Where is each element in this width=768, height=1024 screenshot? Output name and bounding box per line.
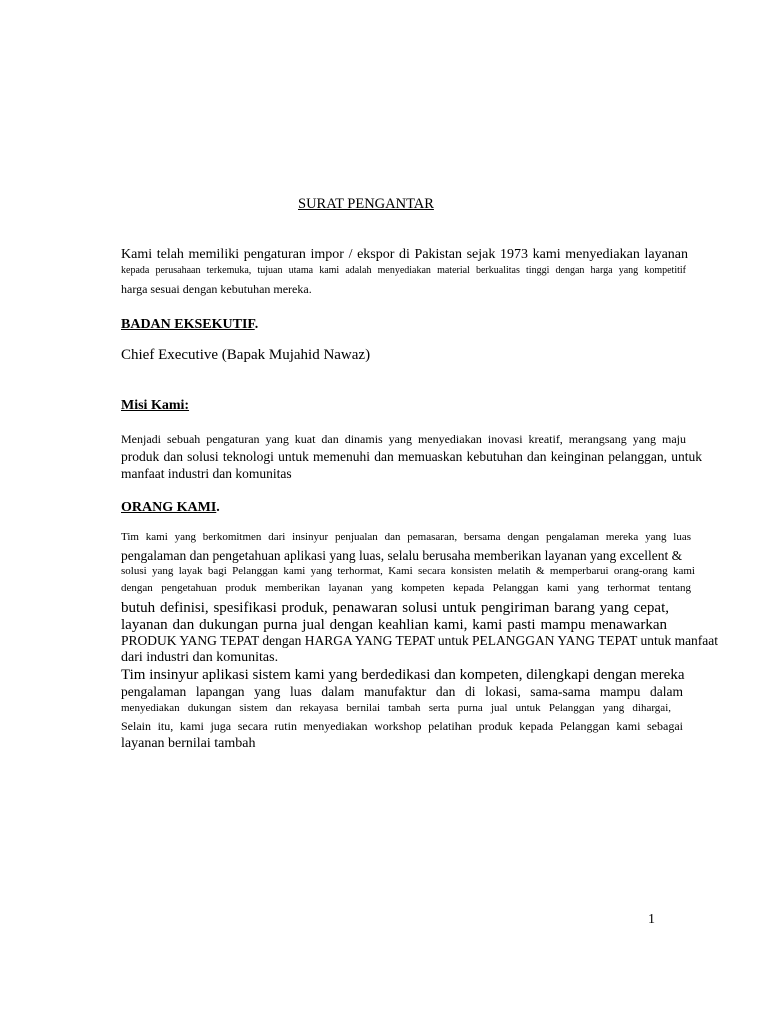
intro-line-1: Kami telah memiliki pengaturan impor / ekspor di Pakistan sejak 1973 kami menyediakan layanan (121, 247, 688, 262)
people-line-1: Tim kami yang berkomitmen dari insinyur penjualan dan pemasaran, bersama dengan pengalaman mereka yang luas (121, 531, 691, 543)
people-line-3: solusi yang layak bagi Pelanggan kami yang terhormat, Kami secara konsisten melatih & memperbarui orang-orang kami (121, 565, 695, 577)
intro-line-3: harga sesuai dengan kebutuhan mereka. (121, 282, 312, 296)
people-line-8: dari industri dan komunitas. (121, 650, 279, 665)
people-line-2: pengalaman dan pengetahuan aplikasi yang luas, selalu berusaha memberikan layanan yang excellent & (121, 548, 683, 563)
people-line-7: PRODUK YANG TEPAT dengan HARGA YANG TEPAT untuk PELANGGAN YANG TEPAT untuk manfaat (121, 633, 719, 648)
mission-line-2: produk dan solusi teknologi untuk memenuhi dan memuaskan kebutuhan dan keinginan pelanggan, untuk (121, 449, 702, 464)
people-line-10: pengalaman lapangan yang luas dalam manufaktur dan di lokasi, sama-sama mampu dalam (121, 684, 683, 699)
people-line-9: Tim insinyur aplikasi sistem kami yang berdedikasi dan kompeten, dilengkapi dengan mereka (121, 667, 685, 683)
people-line-11: menyediakan dukungan sistem dan rekayasa bernilai tambah serta purna jual untuk Pelanggan yang dihargai, (121, 702, 671, 714)
intro-line-2: kepada perusahaan terkemuka, tujuan utama kami adalah menyediakan material berkualitas tinggi dengan harga yang kompetitif (121, 265, 686, 276)
people-line-4: dengan pengetahuan produk memberikan layanan yang kompeten kepada Pelanggan kami yang terhormat tentang (121, 582, 691, 594)
mission-heading: Misi Kami: (121, 398, 190, 413)
people-line-6: layanan dan dukungan purna jual dengan keahlian kami, kami pasti mampu menawarkan (121, 617, 667, 633)
executive-heading: BADAN EKSEKUTIF. (121, 317, 259, 332)
people-line-5: butuh definisi, spesifikasi produk, penawaran solusi untuk pengiriman barang yang cepat, (121, 600, 669, 616)
page-number: 1 (648, 912, 655, 927)
letter-title: SURAT PENGANTAR (298, 196, 434, 212)
mission-line-1: Menjadi sebuah pengaturan yang kuat dan dinamis yang menyediakan inovasi kreatif, merangsang yang maju (121, 432, 686, 446)
mission-line-3: manfaat industri dan komunitas (121, 466, 292, 481)
people-heading: ORANG KAMI. (121, 500, 220, 515)
people-line-13: layanan bernilai tambah (121, 736, 256, 751)
executive-name: Chief Executive (Bapak Mujahid Nawaz) (121, 347, 371, 363)
people-line-12: Selain itu, kami juga secara rutin menyediakan workshop pelatihan produk kepada Pelanggan kami sebagai (121, 719, 683, 733)
